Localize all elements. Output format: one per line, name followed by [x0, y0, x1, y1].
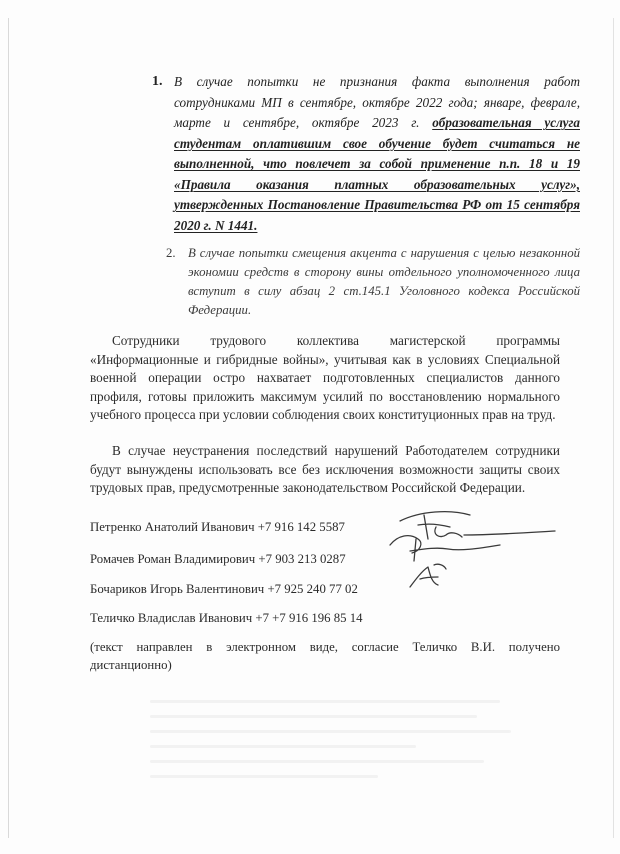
- list-item-1: [152, 72, 580, 236]
- signatory-line: Бочариков Игорь Валентинович +7 925 240 77 02: [90, 582, 358, 596]
- signatory-line: Ромачев Роман Владимирович +7 903 213 0287: [90, 552, 346, 566]
- page-edge-left: [8, 18, 9, 838]
- signatory-line: Теличко Владислав Иванович +7 +7 916 196 85 14: [90, 611, 363, 625]
- handwritten-signatures: [380, 505, 570, 605]
- reverse-side-bleed: [150, 700, 530, 820]
- signature-2: [390, 536, 500, 561]
- list-item-number: 2.: [166, 246, 176, 260]
- list-item-1-text: В случае попытки не признания факта выполнения работ сотрудниками МП в сентябре, октябре 2022 года; январе, феврале, марте и сентябре, октябре 2023 г.: [174, 74, 580, 130]
- signature-1: [400, 512, 555, 539]
- list-item-1-emphasis: образовательная услуга студентам оплатившим свое обучение будет считаться не выполненной, что повлечет за собой применение п.п. 18 и 19 «Правила оказания платных образовательных услуг», утвержденных Постановление Правительства РФ от 15 сентября 2020 г. N 1441.: [174, 115, 580, 233]
- paragraph-warning: В случае неустранения последствий нарушений Работодателем сотрудники будут вынуждены использовать все без исключения возможности защиты своих трудовых прав, предусмотренные законодательством Российской Федерации.: [90, 443, 560, 495]
- signatory-line: Петренко Анатолий Иванович +7 916 142 5587: [90, 520, 345, 534]
- consequences-list: [152, 72, 580, 320]
- transmission-note: (текст направлен в электронном виде, согласие Теличко В.И. получено дистанционно): [90, 640, 560, 672]
- paragraph-staff-statement: Сотрудники трудового коллектива магистерской программы «Информационные и гибридные войны», учитывая как в условиях Специальной военной операции остро нахватает подготовленных специалистов данного профиля, готовы приложить максимум усилий по восстановлению нормального учебного процесса при условии соблюдения своих конституционных прав на труд.: [90, 333, 560, 422]
- page-edge-right: [613, 18, 614, 838]
- list-item-number: 1.: [152, 74, 163, 89]
- signature-3: [410, 564, 446, 587]
- list-item-2-text: В случае попытки смещения акцента с нарушения с целью незаконной экономии средств в сторону вины отдельного уполномоченного лица вступит в силу абзац 2 ст.145.1 Уголовного кодекса Российской Федерации.: [188, 246, 580, 317]
- list-item-2: [160, 244, 580, 320]
